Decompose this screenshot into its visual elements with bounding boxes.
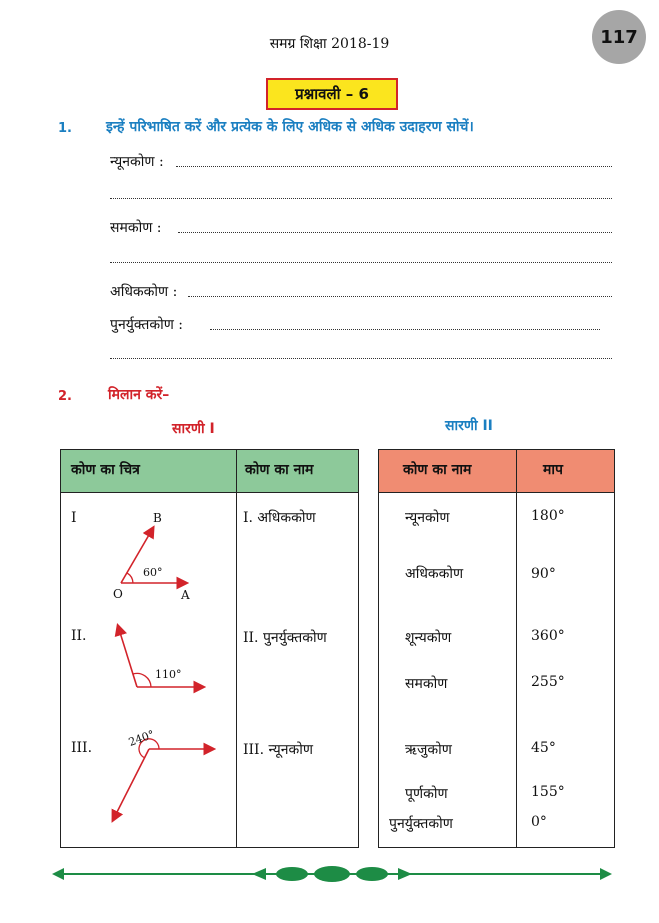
table-2-measure-3: 360° (531, 628, 565, 644)
angle-figures (61, 492, 236, 847)
figure-1-point-a: A (181, 588, 190, 602)
figure-label-3: III. (71, 740, 93, 756)
term-reflex: पुनर्युक्तकोण : (110, 317, 183, 333)
column-divider (236, 450, 237, 847)
figure-2-angle-label: 110° (155, 668, 182, 681)
answer-line (110, 262, 612, 263)
angle-name-1: I. अधिककोण (243, 510, 316, 526)
table-2-name-1: न्यूनकोण (405, 510, 450, 526)
answer-line (178, 232, 612, 233)
column-divider (516, 450, 517, 847)
question-2-number: 2. (58, 389, 72, 404)
angle-name-2: II. पुनर्युक्तकोण (243, 630, 327, 646)
table-2-header-measure: माप (543, 462, 563, 478)
question-1-text: इन्हें परिभाषित करें और प्रत्येक के लिए अधिक से अधिक उदाहरण सोचें। (106, 119, 474, 135)
page-header: समग्र शिक्षा 2018-19 (269, 36, 390, 52)
table-2-measure-6: 155° (531, 784, 565, 800)
table-2-name-4: समकोण (405, 676, 448, 692)
page-number-badge: 117 (592, 10, 646, 64)
question-1-number: 1. (58, 121, 72, 136)
figure-label-1: I (71, 510, 77, 526)
figure-label-2: II. (71, 628, 87, 644)
figure-3-angle-label: 240° (126, 727, 157, 750)
table-1-header-figure: कोण का चित्र (71, 462, 140, 478)
table-2-measure-7: 0° (531, 814, 547, 830)
term-right: समकोण : (110, 220, 162, 236)
figure-1-angle-label: 60° (143, 566, 163, 579)
answer-line (210, 329, 600, 330)
answer-line (110, 198, 612, 199)
table-2-name-5: ऋजुकोण (405, 742, 452, 758)
table-2-measure-1: 180° (531, 508, 565, 524)
term-acute: न्यूनकोण : (110, 154, 164, 170)
question-2-text: मिलान करें– (108, 387, 170, 403)
answer-line (176, 166, 612, 167)
matching-table-2 (378, 449, 615, 848)
term-obtuse: अधिककोण : (110, 284, 178, 300)
table-1-header-name: कोण का नाम (245, 462, 314, 478)
answer-line (110, 358, 612, 359)
angle-name-3: III. न्यूनकोण (243, 742, 314, 758)
table-1-title: सारणी I (172, 421, 215, 437)
angle-figure-60 (113, 511, 190, 602)
table-2-header-name: कोण का नाम (403, 462, 472, 478)
table-2-name-3: शून्यकोण (405, 630, 452, 646)
table-2-title: सारणी II (445, 418, 493, 434)
table-2-measure-5: 45° (531, 740, 556, 756)
table-2-name-7: पुनर्युक्तकोण (389, 816, 453, 832)
angle-figure-240 (113, 728, 213, 820)
angle-figure-110 (118, 626, 203, 687)
table-2-name-6: पूर्णकोण (405, 786, 448, 802)
matching-table-1 (60, 449, 359, 848)
exercise-title: प्रश्नावली – 6 (266, 78, 398, 110)
table-2-measure-2: 90° (531, 566, 556, 582)
figure-1-point-o: O (113, 587, 123, 601)
decorative-divider (52, 862, 612, 886)
table-2-name-2: अधिककोण (405, 566, 464, 582)
answer-line (188, 296, 612, 297)
table-2-measure-4: 255° (531, 674, 565, 690)
figure-1-point-b: B (153, 511, 162, 525)
